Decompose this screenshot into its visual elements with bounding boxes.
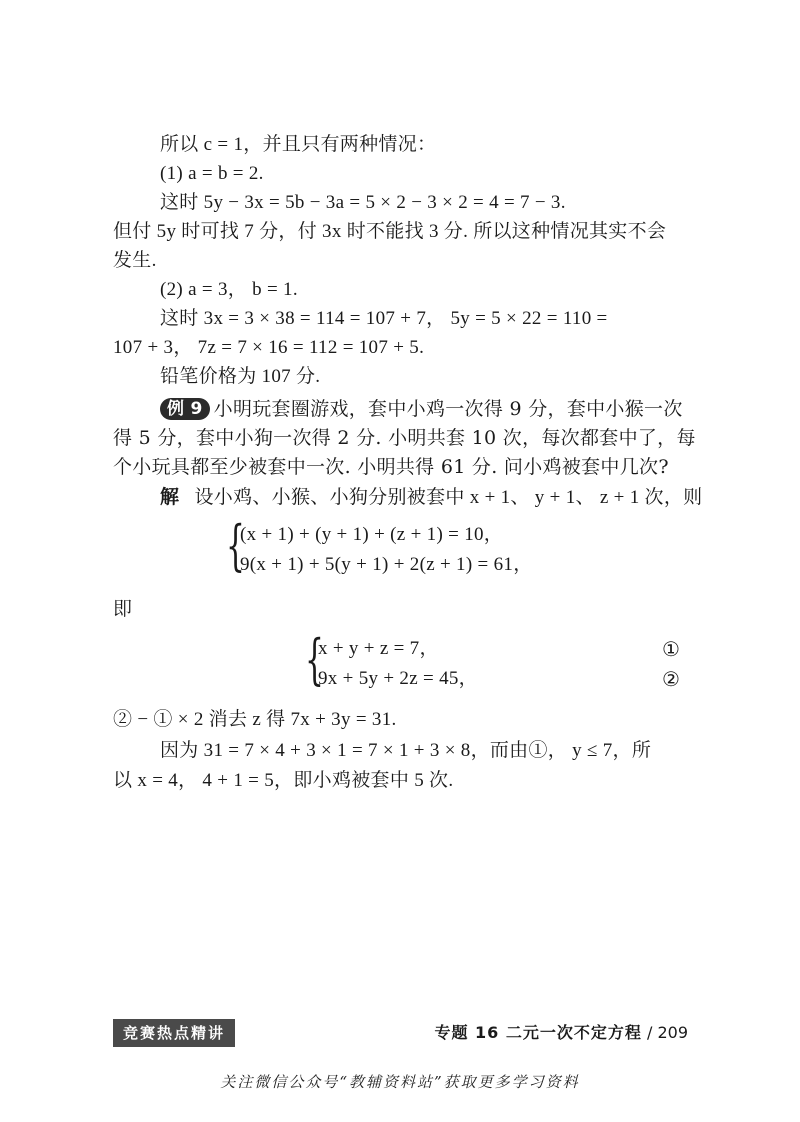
equation-mark-1: ①: [662, 637, 680, 661]
footer-separator: /: [641, 1023, 658, 1042]
case-1-heading: (1) a = b = 2.: [160, 163, 264, 184]
example-9-line-3: 个小玩具都至少被套中一次. 小明共得 61 分. 问小鸡被套中几次?: [113, 456, 669, 478]
solution-label: 解: [160, 487, 180, 508]
system-2-eq-2: 9x + 5y + 2z = 45，: [318, 668, 478, 689]
text-line-5: 发生.: [113, 250, 157, 271]
conclusion-line-2: 以 x = 4， 4 + 1 = 5，即小鸡被套中 5 次.: [113, 770, 454, 791]
chapter-topic: 专题 16 二元一次不定方程: [434, 1023, 642, 1042]
series-title-box: 竞赛热点精讲: [113, 1019, 235, 1047]
system-1-brace: {: [226, 514, 245, 577]
running-footer: [408, 1019, 688, 1047]
ji-line: 即: [113, 598, 133, 620]
system-1-eq-2: 9(x + 1) + 5(y + 1) + 2(z + 1) = 61，: [240, 554, 533, 575]
example-9-line-2: 得 5 分，套中小狗一次得 2 分. 小明共套 10 次，每次都套中了，每: [113, 427, 696, 449]
example-text-1: 小明玩套圈游戏，套中小鸡一次得 9 分，套中小猴一次: [213, 398, 683, 420]
text-line-8: 107 + 3， 7z = 7 × 16 = 112 = 107 + 5.: [113, 337, 425, 358]
system-2-brace: {: [305, 628, 324, 691]
text-line-1: 所以 c = 1，并且只有两种情况：: [160, 134, 437, 155]
system-2-eq-1: x + y + z = 7，: [318, 638, 439, 659]
solution-intro-line: [160, 485, 702, 511]
system-1-eq-1: (x + 1) + (y + 1) + (z + 1) = 10，: [240, 524, 504, 545]
watermark-note: 关注微信公众号“教辅资料站”获取更多学习资料: [220, 1073, 580, 1091]
case-2-heading: (2) a = 3， b = 1.: [160, 279, 298, 300]
text-line-7: 这时 3x = 3 × 38 = 114 = 107 + 7， 5y = 5 × 22 = 110 =: [160, 308, 608, 329]
solution-intro: 设小鸡、小猴、小狗分别被套中 x + 1、 y + 1、 z + 1 次，则: [194, 487, 703, 508]
page-number: 209: [657, 1023, 688, 1042]
conclusion-line-1: 因为 31 = 7 × 4 + 3 × 1 = 7 × 1 + 3 × 8，而由①， y ≤ 7，所: [160, 740, 652, 761]
equation-mark-2: ②: [662, 667, 680, 691]
text-line-3: 这时 5y − 3x = 5b − 3a = 5 × 2 − 3 × 2 = 4 = 7 − 3.: [160, 192, 566, 213]
text-line-4: 但付 5y 时可找 7 分，付 3x 时不能找 3 分. 所以这种情况其实不会: [113, 221, 667, 242]
example-9-line-1: [160, 396, 683, 422]
text-line-9: 铅笔价格为 107 分.: [160, 366, 321, 387]
elimination-line: ② − ① × 2 消去 z 得 7x + 3y = 31.: [113, 709, 397, 730]
example-badge: 例 9: [160, 398, 210, 420]
